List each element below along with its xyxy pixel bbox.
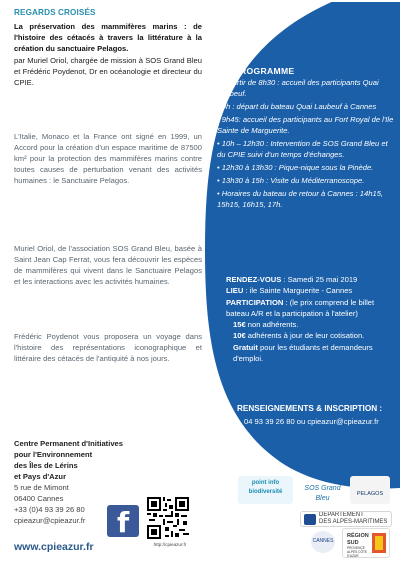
website-link[interactable]: www.cpieazur.fr — [14, 541, 94, 553]
org-address-line: 06400 Cannes — [14, 494, 64, 503]
region-line2: SUD — [347, 539, 359, 546]
org-email[interactable]: cpieazur@cpieazur.fr — [14, 516, 86, 525]
region-line3: PROVENCE ALPES CÔTE D'AZUR — [347, 546, 368, 558]
org-name-line: des Îles de Lérins — [14, 461, 78, 470]
lieu-label: LIEU — [226, 286, 244, 296]
headline: La préservation des mammifères marins : de l'histoire des cétacés à travers la littérature à la création du sanctuaire Pelagos. — [14, 22, 202, 53]
org-name-line: et Pays d'Azur — [14, 472, 67, 481]
programme-item: • 9h45: accueil des participants au Fort Royal de l'Ile Sainte de Marguerite. — [217, 115, 394, 135]
programme-item: • 9h : départ du bateau Quai Laubeuf à Cannes — [217, 102, 377, 111]
intro-paragraph: L'Italie, Monaco et la France ont signé en 1999, un Accord pour la création d'un espace maritime de 87500 km² pour la protection des mammifères marins contre toutes causes de perturbation venant des activités humaines : le Sanctuaire Pelagos. — [14, 132, 202, 185]
price-line — [226, 342, 396, 365]
cannes-logo: CANNES — [311, 531, 335, 553]
price-line — [226, 319, 396, 330]
rendezvous-line — [226, 274, 396, 285]
qr-caption: http://cpieazur.fr — [153, 542, 187, 547]
price-text: non adhérents. — [245, 320, 299, 330]
info-title: RENSEIGNEMENTS & INSCRIPTION : — [237, 404, 383, 413]
price-amount: 10€ — [233, 331, 246, 341]
price-amount: 15€ — [233, 320, 246, 330]
speaker-1-paragraph: Muriel Oriol, de l'association SOS Grand Bleu, basée à Saint Jean Cap Ferrat, vous fera découvrir les espèces de mammifères qui vivent dans le Sanctuaire Pelagos et les interactions avec les activités humaines. — [14, 244, 202, 286]
price-amount: Gratuit — [233, 342, 258, 352]
departement-mark-icon — [304, 514, 316, 525]
programme-item: • 13h30 à 15h : Visite du Méditerranoscope. — [217, 176, 365, 185]
price-text: pour les étudiants et demandeurs d'emploi. — [233, 342, 373, 364]
region-flag-icon — [372, 533, 386, 553]
region-line1: RÉGION — [347, 533, 369, 539]
departement-line1: DÉPARTEMENT — [319, 512, 364, 518]
speaker-2-paragraph: Frédéric Poydenot vous proposera un voyage dans l'histoire des représentations iconographique et littéraire des cétacés de l'antiquité à nos jours. — [14, 332, 202, 363]
info-contact[interactable]: 04 93 39 26 80 ou cpieazur@cpieazur.fr — [244, 417, 379, 426]
facebook-icon[interactable]: f — [107, 505, 139, 537]
org-name-line: Centre Permanent d'Initiatives — [14, 439, 123, 448]
lieu-value: : ile Sainte Marguerite - Cannes — [243, 286, 353, 296]
participation-value: : (le prix comprend le billet bateau A/R et la participation à l'atelier) — [226, 297, 375, 318]
price-text: adhérents à jour de leur cotisation. — [245, 331, 365, 341]
programme-item: • 10h – 12h30 : Intervention de SOS Grand Bleu et du CPIE suivi d'un temps d'échanges. — [217, 139, 388, 159]
rendezvous-date: : Samedi 25 mai 2019 — [281, 275, 358, 284]
participation-label: PARTICIPATION — [226, 297, 284, 307]
pelagos-logo: PELAGOS — [350, 476, 390, 504]
participation-line — [226, 297, 396, 320]
point-info-biodiversite-logo: point info biodiversité — [238, 476, 293, 504]
programme-title: PROGRAMME — [234, 66, 295, 76]
org-name-line: pour l'Environnement — [14, 450, 93, 459]
section-kicker: REGARDS CROISÉS — [14, 8, 96, 17]
org-phone: +33 (0)4 93 39 26 80 — [14, 505, 85, 514]
region-sud-logo — [342, 528, 390, 558]
departement-line2: DES ALPES-MARITIMES — [319, 519, 388, 525]
org-address-line: 5 rue de Mimont — [14, 483, 69, 492]
sos-grand-bleu-logo: SOS Grand Bleu — [304, 485, 341, 502]
rendezvous-block — [226, 274, 396, 364]
left-column — [14, 8, 202, 363]
programme-item: • A partir de 8h30 : accueil des participants Quai Laubeuf. — [217, 78, 379, 98]
rendezvous-label: RENDEZ-VOUS — [226, 275, 282, 284]
lieu-line — [226, 285, 396, 296]
price-line — [226, 330, 396, 341]
programme-list — [217, 77, 395, 212]
qr-code-icon — [147, 497, 189, 539]
departement-logo — [300, 511, 392, 527]
programme-item: • Horaires du bateau de retour à Cannes : 14h15, 15h15, 16h15, 17h. — [217, 189, 384, 209]
byline: par Muriel Oriol, chargée de mission à SOS Grand Bleu et Frédéric Poydenot, Dr en océanologie et directeur du CPIE. — [14, 56, 202, 87]
programme-item: • 12h30 à 13h30 : Pique-nique sous la Pinède. — [217, 163, 374, 172]
